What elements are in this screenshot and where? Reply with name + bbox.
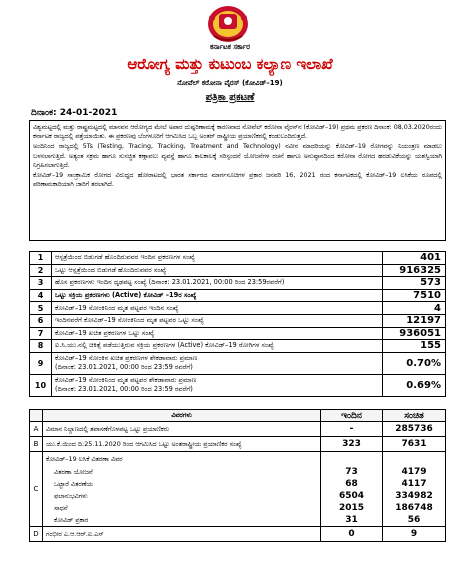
row-letter: C: [30, 452, 43, 527]
row-description: [52, 374, 383, 396]
lower-row-a: [30, 422, 446, 437]
covid-subtitle: ನೋವೆಲ್ ಕರೋನಾ ವೈರಸ್ (ಕೋವಿಡ್–19): [177, 79, 283, 87]
government-name: ಕರ್ನಾಟಕ ಸರ್ಕಾರ: [210, 43, 250, 51]
row-value: 4: [383, 302, 446, 315]
stats-row-7: [30, 327, 446, 340]
lower-row-b: [30, 437, 446, 452]
row-value: 155: [383, 340, 446, 353]
karnataka-emblem-icon: [206, 4, 250, 44]
cumulative-value: 7631: [383, 437, 446, 452]
cumulative-value: 56: [407, 515, 421, 525]
row-value: 916325: [383, 264, 446, 277]
today-value: 2015: [338, 503, 365, 513]
header-today: ಇಂದಿನ: [321, 410, 383, 422]
row-value: 0.69%: [383, 374, 446, 396]
row-number: 10: [30, 374, 52, 396]
row-number: 7: [30, 327, 52, 340]
vaccine-details: [43, 452, 321, 527]
row-value: 401: [383, 252, 446, 265]
vaccine-item: ಕೋವಿಡ್ ಪ್ರಕಾರ: [54, 516, 89, 524]
row-description: ಇಂದಿನವರೆಗೆ ಕೋವಿಡ್–19 ಸೋಂಕಿನಿಂದ ಮೃತ ಪಟ್ಟವರ ಒಟ್ಟು ಸಂಖ್ಯೆ: [52, 314, 383, 327]
row-number: 8: [30, 340, 52, 353]
stats-row-1: [30, 252, 446, 265]
row-description: [52, 352, 383, 374]
vaccine-item: ಒಟ್ಟಾರೆ ವಿತರಣೆಯ: [54, 480, 94, 488]
cumulative-value: 334982: [395, 491, 433, 501]
press-release-title: ಪತ್ರಿಕಾ ಪ್ರಕಟಣೆ: [205, 92, 255, 103]
today-value: 323: [321, 437, 383, 452]
row-value: 7510: [383, 289, 446, 302]
row-description-line2: (ದಿನಾಂಕ: 23.01.2021, 00:00 ರಿಂದ 23:59 ರವರೆಗೆ): [55, 363, 193, 372]
today-value: 0: [321, 527, 383, 542]
stats-row-8: [30, 340, 446, 353]
stats-row-10: [30, 374, 446, 396]
intro-paragraph-box: [29, 120, 446, 241]
today-value: 73: [345, 467, 358, 477]
intro-paragraph-1: ವಿಶ್ವಮಟ್ಟದಲ್ಲಿ ಮತ್ತು ರಾಷ್ಟ್ರಮಟ್ಟದಲ್ಲಿ ಮಾನವನ ಆರೋಗ್ಯದ ಮೇಲೆ ಅಪಾರ ದುಷ್ಪರಿಣಾಮಕ್ಕೆ ಕಾರಣವಾದ ನೋವೆಲ್ ಕರೋನಾ ವೈರಸ್‌ನ (ಕೋವಿಡ್–19) ಪ್ರಥಮ ಪ್ರಕರಣ ದಿನಾಂಕ: 08.03.2020ರಂದು ಕರ್ನಾಟಕ ರಾಜ್ಯದಲ್ಲಿ ಪತ್ತೆಯಾಯಿತು. ಈ ಪ್ರಕರಣವು ಬೆಂಗಳೂರಿಗೆ ಆಗಮಿಸಿದ ಒಬ್ಬ ಅಂತರ್ ರಾಷ್ಟ್ರೀಯ ಪ್ರಯಾಣಿಕರಲ್ಲಿ ಕಂಡುಬಂದಿರುತ್ತದೆ.: [33, 124, 442, 141]
today-value: 68: [345, 479, 358, 489]
row-number: 2: [30, 264, 52, 277]
vaccine-cumulative-values: [383, 452, 446, 527]
cumulative-value: 186748: [395, 503, 433, 513]
covid-stats-table: [29, 251, 446, 397]
row-letter: B: [30, 437, 43, 452]
stats-row-4: [30, 289, 446, 302]
row-number: 5: [30, 302, 52, 315]
today-value: 6504: [338, 491, 365, 501]
row-value: 0.70%: [383, 352, 446, 374]
row-description: ಹೊಸ ಪ್ರಕರಣಗಳು ಇಂದಿನ ಧೃಢಪಟ್ಟ ಸಂಖ್ಯೆ (ದಿನಾಂಕ: 23.01.2021, 00:00 ರಿಂದ 23:59ರವರೆಗೆ): [52, 277, 383, 290]
header-blank: [30, 410, 43, 422]
row-number: 3: [30, 277, 52, 290]
stats-row-3: [30, 277, 446, 290]
cumulative-value: 4179: [401, 467, 427, 477]
vaccine-section-title: ಕೋವಿಡ್–19 ಲಸಿಕೆ ವಿತರಣಾ ವಿವರ: [46, 455, 123, 463]
row-description: ಒಟ್ಟು ಸಕ್ರಿಯ ಪ್ರಕರಣಗಳು (Active) ಕೋವಿಡ್ –19ರ ಸಂಖ್ಯೆ: [52, 289, 383, 302]
row-value: 12197: [383, 314, 446, 327]
row-letter: D: [30, 527, 43, 542]
intro-paragraph-3: ಕೋವಿಡ್–19 ಸಾಂಕ್ರಾಮಿಕ ರೋಗದ ವಿರುದ್ಧದ ಹೋರಾಟದಲ್ಲಿ ಭಾರತ ಸರ್ಕಾರದ ಮಾರ್ಗಸೂಚಿಗಳ ಪ್ರಕಾರ ಜನವರಿ 16, 2021 ರಂದ ಕರ್ನಾಟಕದಲ್ಲಿ ಕೋವಿಡ್–19 ಲಸಿಕೆಯ ರೂಪದಲ್ಲಿ ಪರಿಣಾಮಕಾರಿಯಾಗಿ ಜಾರಿಗೆ ತರಲಾಗಿದೆ.: [33, 172, 442, 189]
release-date: ದಿನಾಂಕ: 24-01-2021: [31, 108, 118, 118]
vaccine-item: ಸಾಧನೆ: [54, 504, 68, 512]
row-description: ಕೋವಿಡ್–19 ಸೋಂಕಿನಿಂದ ಮೃತ ಪಟ್ಟವರ ಇಂದಿನ ಸಂಖ್ಯೆ: [52, 302, 383, 315]
row-description: ಒಟ್ಟು ಆಸ್ಪತ್ರೆಯಿಂದ ಬಿಡುಗಡೆ ಹೊಂದಿರುವವರ ಸಂಖ್ಯೆ: [52, 264, 383, 277]
lower-row-c: [30, 452, 446, 527]
row-number: 6: [30, 314, 52, 327]
row-number: 1: [30, 252, 52, 265]
vaccine-item: ವಿತರಣಾ ಯೋಜನೆ: [54, 468, 93, 476]
header-details: ವಿವರಗಳು: [43, 410, 321, 422]
vaccine-item: ಫಲಾನುಭವಿಗಳು: [54, 492, 88, 500]
row-number: 9: [30, 352, 52, 374]
intro-paragraph-2: ಅಂದಿನಿಂದ ರಾಜ್ಯದಲ್ಲಿ 5Ts (Testing, Tracing, Tracking, Treatment and Technology) ನವೀನ ಮಾದರಿಯನ್ನು ಕೋವಿಡ್–19 ರೋಗವನ್ನು ನಿಯಂತ್ರಣ ಮಾಡಲು ಬಳಸಲಾಗುತ್ತಿದೆ. ಅತ್ಯಂತ ಸಕ್ರಮ ಹಾಗೂ ಸುಸಜ್ಜಿತ ಕಣ್ಗಾವಲು ವ್ಯವಸ್ಥೆ ಹಾಗೂ ಕಾಲಕಾಲಕ್ಕೆ ಸರಿಸ್ಪಂದನೆ ಯೋಜನೆಗಳ ರಚನೆ ಹಾಗೂ ಅನುಷ್ಠಾನದಿಂದ ಕರೋನಾ ರೋಗದ ಹರಡುವಿಕೆಯನ್ನು ಯಶಸ್ವಿಯಾಗಿ ನಿಗ್ರಹಿಸಲಾಗುತ್ತಿದೆ.: [33, 143, 442, 169]
row-description: ಗಂಭೀರ ಎ.ಆ.ಆರ್.ಐ.ಎಸ್: [43, 527, 321, 542]
travel-vaccine-table: [29, 409, 446, 542]
stats-row-6: [30, 314, 446, 327]
row-description-line1: ಕೋವಿಡ್–19 ಸೋಂಕಿನಿಂದ ಮೃತ ಪಟ್ಟವರ ಶೇಕಡಾವಾರು ಪ್ರಮಾಣ: [55, 376, 197, 385]
cumulative-value: 9: [383, 527, 446, 542]
lower-header-row: [30, 410, 446, 422]
row-value: 573: [383, 277, 446, 290]
row-description: ಐ.ಸಿ.ಯು.ನಲ್ಲಿ ಚಿಕಿತ್ಸೆ ಪಡೆಯುತ್ತಿರುವ ಸಕ್ರಿಯ ಪ್ರಕರಣಗಳ (Active) ಕೋವಿಡ್–19 ರೋಗಿಗಳ ಸಂಖ್ಯೆ: [52, 340, 383, 353]
cumulative-value: 4117: [401, 479, 427, 489]
row-value: 936051: [383, 327, 446, 340]
stats-row-5: [30, 302, 446, 315]
row-number: 4: [30, 289, 52, 302]
vaccine-today-values: [321, 452, 383, 527]
row-description: ಯು.ಕೆ.ಯಿಂದ ದಿ:25.11.2020 ರಿಂದ ಆಗಮಿಸಿದ ಒಟ್ಟು ಅಂತರಾಷ್ಟ್ರೀಯ ಪ್ರಯಾಣಿಕರ ಸಂಖ್ಯೆ: [43, 437, 321, 452]
stats-row-9: [30, 352, 446, 374]
today-value: 31: [345, 515, 358, 525]
row-description-line2: (ದಿನಾಂಕ: 23.01.2021, 00:00 ರಿಂದ 23:59 ರವರೆಗೆ): [55, 385, 193, 394]
header-cumulative: ಸಂಚಿತ: [383, 410, 446, 422]
cumulative-value: 285736: [383, 422, 446, 437]
department-title: ಆರೋಗ್ಯ ಮತ್ತು ಕುಟುಂಬ ಕಲ್ಯಾಣ ಇಲಾಖೆ: [127, 55, 333, 73]
row-description: ಕೋವಿಡ್–19 ಖಚಿತ ಪ್ರಕರಣಗಳ ಒಟ್ಟು ಸಂಖ್ಯೆ: [52, 327, 383, 340]
row-description: ವಿಮಾನ ನಿಲ್ದಾಣದಲ್ಲಿ ತಪಾಸಣೆಗೊಳಪಟ್ಟ ಒಟ್ಟು ಪ್ರಯಾಣಿಕರು: [43, 422, 321, 437]
row-letter: A: [30, 422, 43, 437]
row-description: ಆಸ್ಪತ್ರೆಯಿಂದ ಬಿಡುಗಡೆ ಹೊಂದಿರುವವರ ಇಂದಿನ ಪ್ರಕರಣಗಳ ಸಂಖ್ಯೆ: [52, 252, 383, 265]
today-value: -: [321, 422, 383, 437]
row-description-line1: ಕೋವಿಡ್–19 ಸೋಂಕಿನ ಖಚಿತ ಪ್ರಕರಣಗಳ ಶೇಕಡಾವಾರು ಪ್ರಮಾಣ: [55, 354, 198, 363]
lower-row-d: [30, 527, 446, 542]
stats-row-2: [30, 264, 446, 277]
